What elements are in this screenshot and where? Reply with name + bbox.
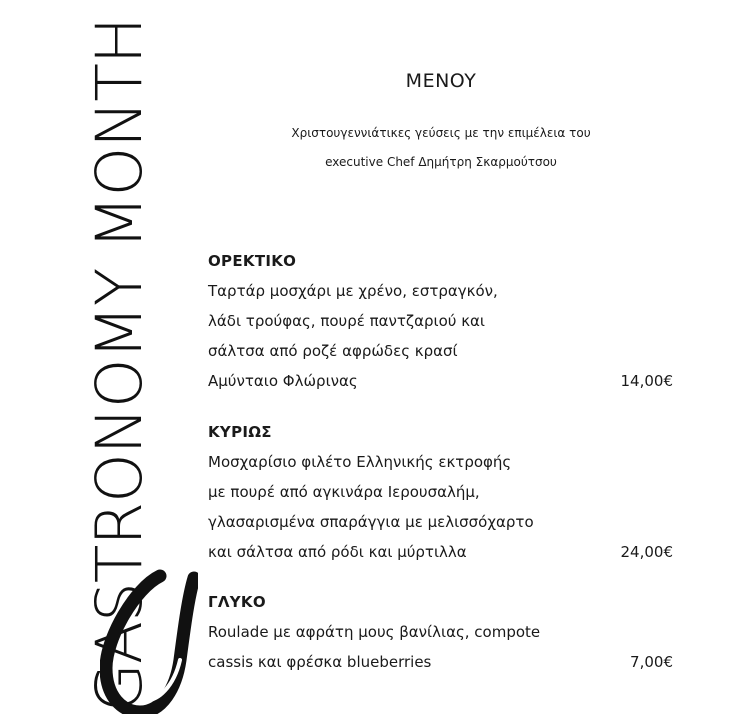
section-dessert: [208, 593, 673, 683]
section-heading: ΓΛΥΚΟ: [208, 593, 266, 611]
dish-line: λάδι τρούφας, πουρέ παντζαριού και: [208, 312, 486, 330]
dish-line-with-price: [208, 543, 673, 573]
side-title: GASTRONOMY MONTH: [83, 17, 156, 712]
dish-line: με πουρέ από αγκινάρα Ιερουσαλήμ,: [208, 483, 480, 501]
dish-line-with-price: [208, 653, 673, 683]
dish-line: cassis και φρέσκα blueberries: [208, 653, 432, 671]
dish-line: Μοσχαρίσιο φιλέτο Ελληνικής εκτροφής: [208, 453, 512, 471]
dish-line: Roulade με αφράτη μους βανίλιας, compote: [208, 623, 541, 641]
dish-price: 24,00€: [620, 543, 673, 561]
dish-price: 14,00€: [620, 372, 673, 390]
dish-line: Αμύνταιο Φλώρινας: [208, 372, 358, 390]
dish-line: γλασαρισμένα σπαράγγια με μελισσόχαρτο: [208, 513, 534, 531]
dish-price: 7,00€: [630, 653, 673, 671]
menu-subtitle-line-1: Χριστουγεννιάτικες γεύσεις με την επιμέλεια του: [291, 126, 591, 140]
section-main-course: [208, 423, 673, 573]
dish-line-with-price: [208, 372, 673, 402]
section-heading: ΚΥΡΙΩΣ: [208, 423, 272, 441]
brand-logo-icon: [100, 568, 198, 714]
menu-subtitle-line-2: executive Chef Δημήτρη Σκαρμούτσου: [325, 155, 557, 169]
dish-line: σάλτσα από ροζέ αφρώδες κρασί: [208, 342, 458, 360]
menu-title: MENOY: [405, 70, 477, 92]
section-appetizer: [208, 252, 673, 402]
section-heading: ΟΡΕΚΤΙΚΟ: [208, 252, 297, 270]
dish-line: και σάλτσα από ρόδι και μύρτιλλα: [208, 543, 467, 561]
dish-line: Ταρτάρ μοσχάρι με χρένο, εστραγκόν,: [208, 282, 498, 300]
